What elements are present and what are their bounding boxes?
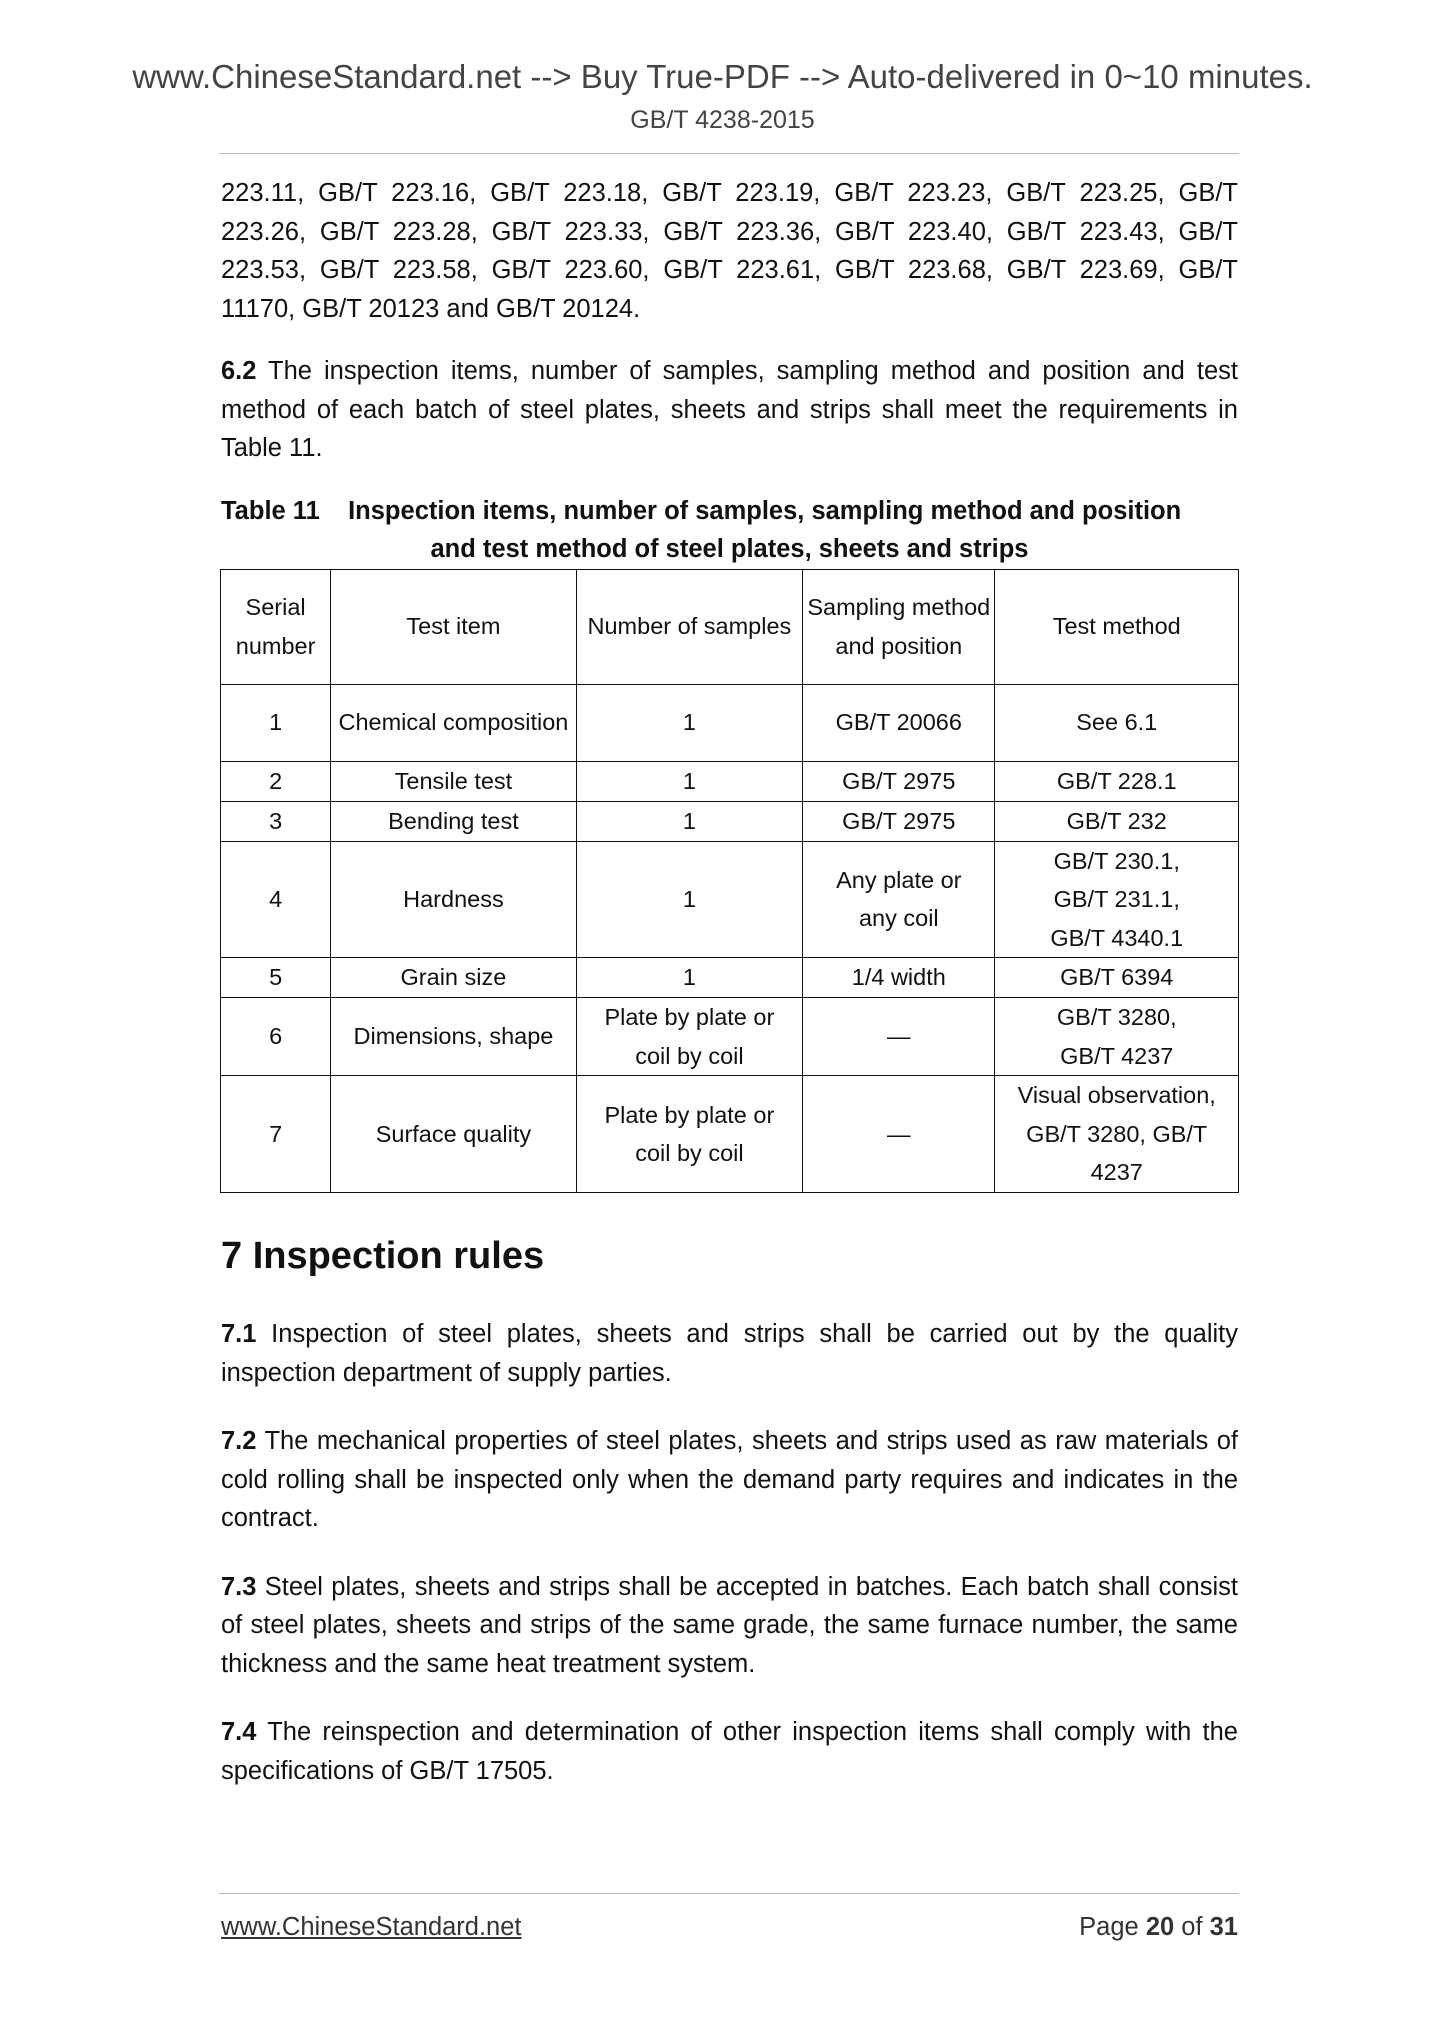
table-cell: Dimensions, shape bbox=[331, 998, 576, 1076]
page-prefix: Page bbox=[1079, 1913, 1146, 1941]
page-of: of bbox=[1174, 1913, 1210, 1941]
table-cell: GB/T 2975 bbox=[803, 801, 995, 841]
table-caption-line2: and test method of steel plates, sheets and strips bbox=[430, 535, 1029, 563]
clause-number: 7.2 bbox=[221, 1427, 257, 1455]
table-cell: GB/T 230.1, GB/T 231.1, GB/T 4340.1 bbox=[995, 841, 1239, 958]
intro-paragraph: 223.11, GB/T 223.16, GB/T 223.18, GB/T 223.19, GB/T 223.23, GB/T 223.25, GB/T 223.26, GB/T 223.28, GB/T 223.33, GB/T 223.36, GB/T 223.40, GB/T 223.43, GB/T 223.53, GB/T 223.58, GB/T 223.60, GB/T 223.61, GB/T 223.68, GB/T 223.69, GB/T 11170, GB/T 20123 and GB/T 20124. bbox=[221, 179, 1238, 323]
table-cell: 1 bbox=[576, 801, 802, 841]
table-cell: 5 bbox=[221, 958, 331, 998]
table-row bbox=[221, 801, 1239, 841]
header-banner: www.ChineseStandard.net --> Buy True-PDF --> Auto-delivered in 0~10 minutes. bbox=[132, 58, 1313, 95]
table-row bbox=[221, 998, 1239, 1076]
header-divider bbox=[219, 153, 1239, 154]
page-body bbox=[221, 174, 1238, 1790]
clause-text: The mechanical properties of steel plates, sheets and strips used as raw materials of cold rolling shall be inspected only when the demand party requires and indicates in the contract. bbox=[221, 1427, 1238, 1532]
clause-text: The reinspection and determination of other inspection items shall comply with the specifications of GB/T 17505. bbox=[221, 1718, 1238, 1785]
table-cell: Any plate or any coil bbox=[803, 841, 995, 958]
table-row bbox=[221, 841, 1239, 958]
table-cell: — bbox=[803, 998, 995, 1076]
table-cell: 1 bbox=[576, 841, 802, 958]
clause-number: 7.4 bbox=[221, 1718, 257, 1746]
table-cell: Visual observation, GB/T 3280, GB/T 4237 bbox=[995, 1076, 1239, 1193]
table-cell: GB/T 6394 bbox=[995, 958, 1239, 998]
clause-7-3 bbox=[221, 1568, 1238, 1684]
table-caption bbox=[221, 492, 1238, 569]
table-cell: Grain size bbox=[331, 958, 576, 998]
clause-6-2 bbox=[221, 352, 1238, 468]
footer-site-link[interactable]: www.ChineseStandard.net bbox=[221, 1913, 522, 1941]
table-cell: 7 bbox=[221, 1076, 331, 1193]
table-cell: 1/4 width bbox=[803, 958, 995, 998]
table-cell: Tensile test bbox=[331, 761, 576, 801]
page-indicator bbox=[1079, 1913, 1238, 1942]
table-cell: Bending test bbox=[331, 801, 576, 841]
clause-text: Inspection of steel plates, sheets and strips shall be carried out by the quality inspection department of supply parties. bbox=[221, 1320, 1238, 1387]
table-cell: GB/T 3280, GB/T 4237 bbox=[995, 998, 1239, 1076]
table-cell: GB/T 2975 bbox=[803, 761, 995, 801]
page-total: 31 bbox=[1209, 1913, 1238, 1941]
table-cell: Plate by plate or coil by coil bbox=[576, 1076, 802, 1193]
clause-7-2 bbox=[221, 1422, 1238, 1538]
clause-7-4 bbox=[221, 1713, 1238, 1790]
header-test-method: Test method bbox=[995, 569, 1239, 684]
table-cell: Hardness bbox=[331, 841, 576, 958]
table-row bbox=[221, 761, 1239, 801]
clause-number: 7.1 bbox=[221, 1320, 257, 1348]
clause-number: 7.3 bbox=[221, 1572, 257, 1601]
header-number-samples: Number of samples bbox=[576, 569, 802, 684]
table-row bbox=[221, 1076, 1239, 1193]
table-cell: GB/T 228.1 bbox=[995, 761, 1239, 801]
table-cell: 1 bbox=[576, 761, 802, 801]
table-cell: Plate by plate or coil by coil bbox=[576, 998, 802, 1076]
clause-number: 6.2 bbox=[221, 357, 257, 385]
clause-text: The inspection items, number of samples, sampling method and position and test method of each batch of steel plates, sheets and strips shall meet the requirements in Table 11. bbox=[221, 357, 1238, 462]
clause-text: Steel plates, sheets and strips shall be accepted in batches. Each batch shall consist of steel plates, sheets and strips of the same grade, the same furnace number, the same thickness and the same heat treatment system. bbox=[221, 1572, 1238, 1678]
table-cell: 1 bbox=[576, 958, 802, 998]
header-test-item: Test item bbox=[331, 569, 576, 684]
clause-7-1 bbox=[221, 1315, 1238, 1392]
inspection-table bbox=[220, 569, 1239, 1194]
table-cell: — bbox=[803, 1076, 995, 1193]
table-header-row bbox=[221, 569, 1239, 684]
footer-divider bbox=[219, 1893, 1239, 1894]
table-cell: Chemical composition bbox=[331, 684, 576, 761]
header-serial: Serial number bbox=[221, 569, 331, 684]
table-cell: GB/T 20066 bbox=[803, 684, 995, 761]
page-number: 20 bbox=[1145, 1913, 1175, 1941]
table-cell: 1 bbox=[221, 684, 331, 761]
table-row bbox=[221, 684, 1239, 761]
table-cell: 6 bbox=[221, 998, 331, 1076]
table-caption-line1: Table 11 Inspection items, number of samples, sampling method and position bbox=[221, 496, 1182, 525]
table-cell: Surface quality bbox=[331, 1076, 576, 1193]
table-cell: 1 bbox=[576, 684, 802, 761]
table-row bbox=[221, 958, 1239, 998]
table-cell: GB/T 232 bbox=[995, 801, 1239, 841]
standard-number: GB/T 4238-2015 bbox=[630, 106, 815, 134]
table-cell: See 6.1 bbox=[995, 684, 1239, 761]
header-sampling-method: Sampling method and position bbox=[803, 569, 995, 684]
table-cell: 3 bbox=[221, 801, 331, 841]
page-footer bbox=[221, 1913, 1238, 1942]
table-cell: 2 bbox=[221, 761, 331, 801]
table-cell: 4 bbox=[221, 841, 331, 958]
section-7-title: 7 Inspection rules bbox=[221, 1235, 545, 1277]
